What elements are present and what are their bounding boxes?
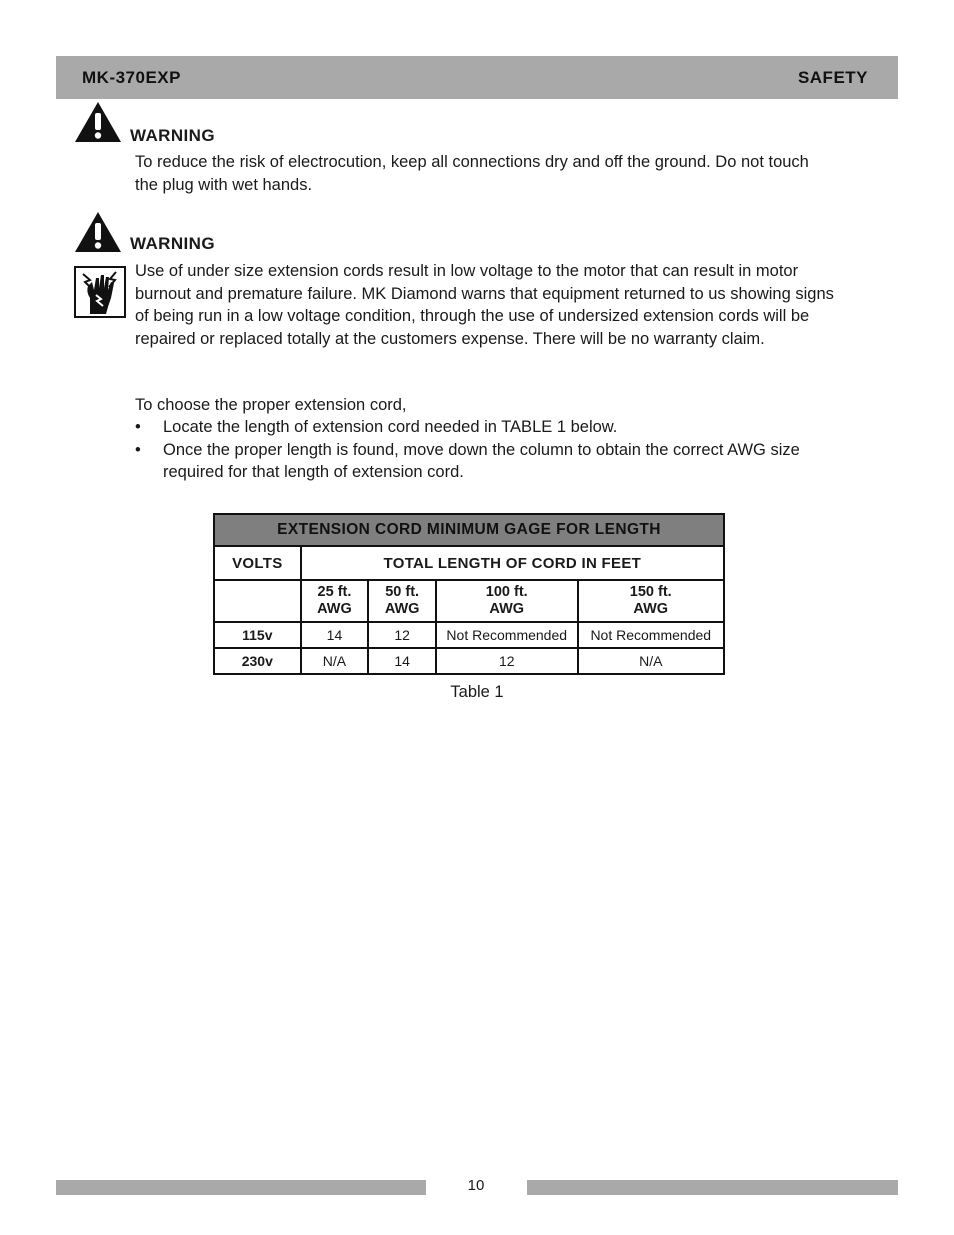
table-cell: 14	[301, 622, 369, 648]
empty-header-cell	[214, 580, 301, 622]
table-cell: N/A	[578, 648, 725, 674]
warning-text: Use of under size extension cords result in low voltage to the motor that can result in motor burnout and premature failure. MK Diamond warns that equipment returned to us showing signs of being run in a low voltage condition, through the use of undersized extension cords will be repaired or replaced totally at the customers expense. There will be no warranty claim.	[135, 262, 834, 348]
volts-cell: 115v	[214, 622, 301, 648]
table-cell: 14	[368, 648, 436, 674]
warning-title: WARNING	[130, 126, 215, 145]
column-header: 25 ft. AWG	[301, 580, 369, 622]
volts-header: VOLTS	[214, 546, 301, 580]
header-bar	[56, 56, 898, 99]
table-title: EXTENSION CORD MINIMUM GAGE FOR LENGTH	[214, 514, 724, 546]
extension-cord-table	[213, 513, 725, 675]
table-row	[214, 648, 724, 674]
table-row	[214, 622, 724, 648]
warning-triangle-icon	[73, 210, 123, 254]
volts-cell: 230v	[214, 648, 301, 674]
list-item: • Once the proper length is found, move down the column to obtain the correct AWG size required for that length of extension cord.	[135, 439, 835, 484]
page-number: 10	[467, 1177, 485, 1194]
table-caption: Table 1	[450, 683, 504, 701]
table-cell: N/A	[301, 648, 369, 674]
table-cell: Not Recommended	[578, 622, 725, 648]
warning-triangle-icon	[73, 100, 123, 144]
list-item: • Locate the length of extension cord needed in TABLE 1 below.	[135, 416, 835, 439]
table-cell: 12	[368, 622, 436, 648]
instruction-list	[135, 416, 835, 484]
column-header: 100 ft. AWG	[436, 580, 578, 622]
length-header: TOTAL LENGTH OF CORD IN FEET	[301, 546, 724, 580]
instructions-intro: To choose the proper extension cord,	[135, 396, 407, 414]
column-header: 150 ft. AWG	[578, 580, 725, 622]
warning-text: To reduce the risk of electrocution, keep all connections dry and off the ground. Do not touch the plug with wet hands.	[135, 153, 809, 194]
model-name: MK-370EXP	[82, 67, 181, 87]
table-cell: 12	[436, 648, 578, 674]
electric-shock-hand-icon	[74, 266, 126, 318]
footer-bar-left	[56, 1180, 426, 1195]
warning-title: WARNING	[130, 234, 215, 253]
footer-bar-right	[527, 1180, 898, 1195]
column-header: 50 ft. AWG	[368, 580, 436, 622]
section-title: SAFETY	[797, 67, 868, 87]
table-cell: Not Recommended	[436, 622, 578, 648]
